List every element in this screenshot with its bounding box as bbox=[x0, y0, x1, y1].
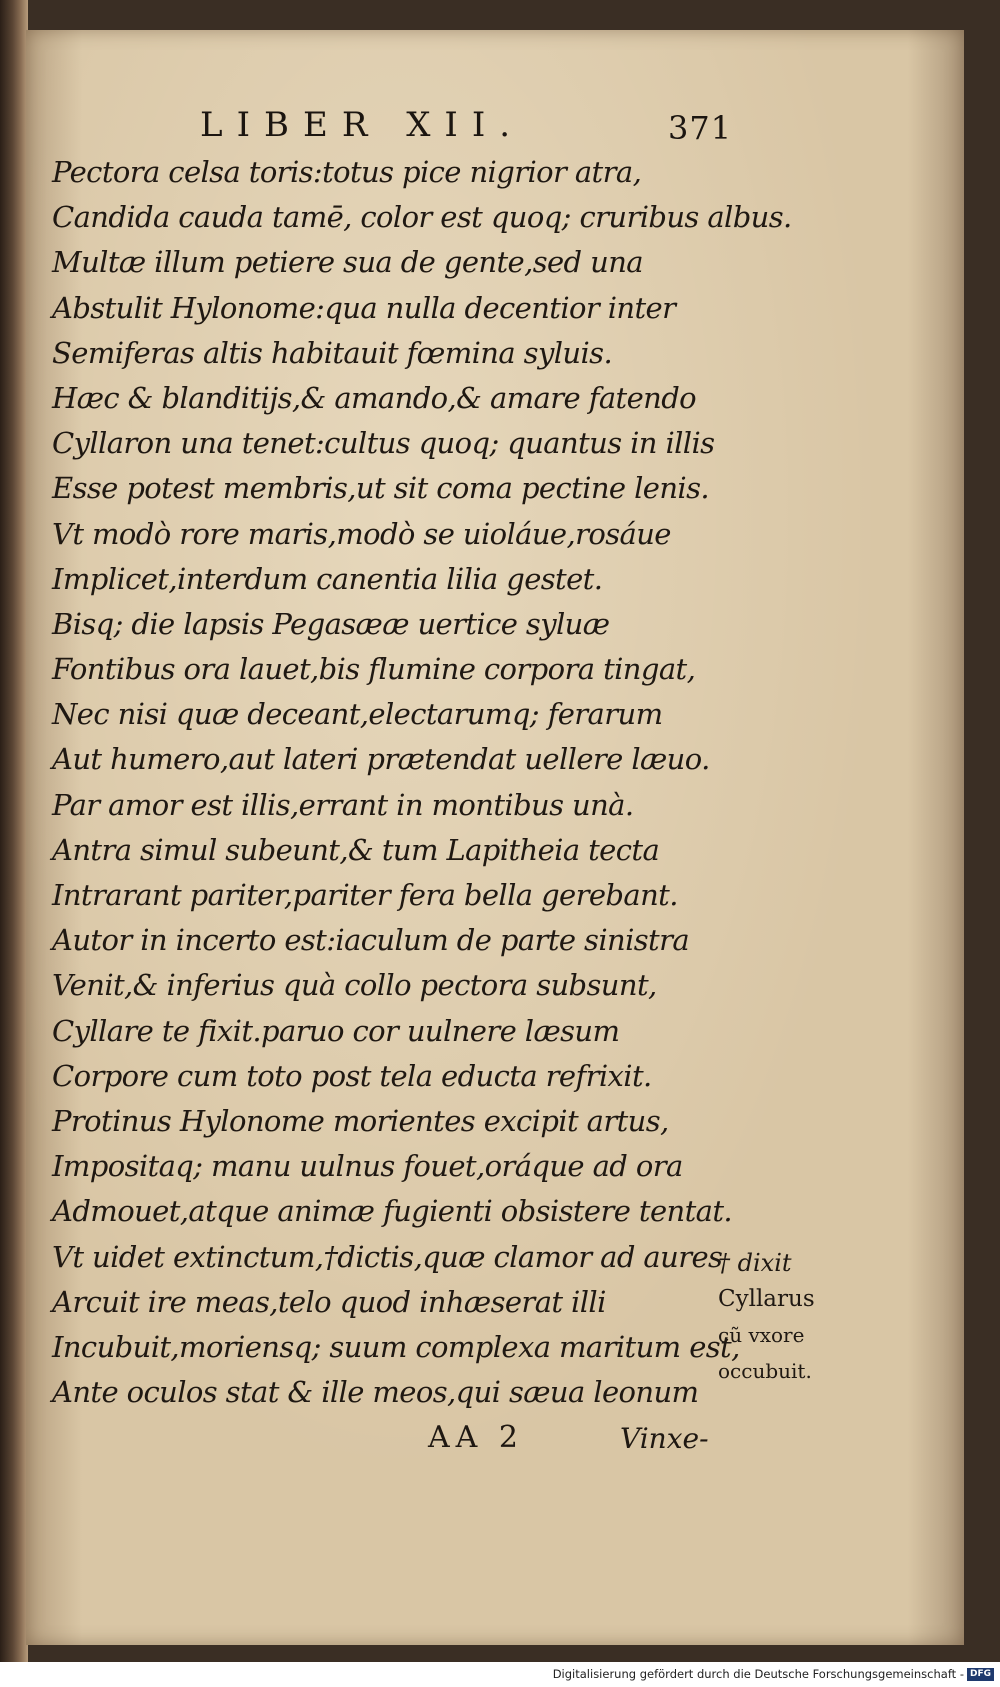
verse-line: Nec nisi quæ deceant,electarumq; ferarum bbox=[52, 697, 663, 732]
verse-line: Venit,& inferius quà collo pectora subsunt, bbox=[52, 968, 657, 1003]
margin-note-line: Cyllarus bbox=[718, 1286, 815, 1312]
verse-line: Pectora celsa toris:totus pice nigrior atra, bbox=[52, 155, 642, 189]
margin-note bbox=[718, 1245, 868, 1389]
margin-note-line: † dixit bbox=[718, 1249, 792, 1277]
verse-line: Autor in incerto est:iaculum de parte sinistra bbox=[52, 923, 690, 958]
book-spine bbox=[0, 0, 28, 1662]
page-header bbox=[0, 105, 1000, 145]
verse-line: Fontibus ora lauet,bis flumine corpora tingat, bbox=[52, 652, 696, 687]
signature-mark: AA 2 bbox=[428, 1420, 524, 1455]
catchword: Vinxe- bbox=[620, 1422, 709, 1455]
verse-line: Par amor est illis,errant in montibus unà. bbox=[52, 787, 634, 822]
verse-line: Antra simul subeunt,& tum Lapitheia tecta bbox=[52, 832, 660, 867]
verse-line: Intrarant pariter,pariter fera bella gerebant. bbox=[52, 878, 678, 912]
verse-line: Vt uidet extinctum,†dictis,quæ clamor ad aures bbox=[52, 1239, 723, 1274]
verse-line: Corpore cum toto post tela educta refrixit. bbox=[52, 1058, 652, 1093]
credit-text: Digitalisierung gefördert durch die Deutsche Forschungsgemeinschaft - bbox=[552, 1667, 964, 1681]
verse-line: Implicet,interdum canentia lilia gestet. bbox=[52, 561, 603, 596]
verse-line: Protinus Hylonome morientes excipit artus, bbox=[52, 1103, 669, 1138]
verse-line: Hæc & blanditijs,& amando,& amare fatendo bbox=[52, 380, 697, 415]
running-head: LIBER XII. bbox=[200, 105, 525, 145]
dfg-logo-icon: DFG bbox=[967, 1668, 994, 1681]
margin-note-line: occubuit. bbox=[718, 1359, 812, 1383]
verse-line: Cyllaron una tenet:cultus quoq; quantus in illis bbox=[52, 426, 715, 461]
digitization-credit bbox=[553, 1663, 994, 1685]
verse-line: Ante oculos stat & ille meos,qui sæua leonum bbox=[52, 1375, 699, 1410]
verse-line: Cyllare te fixit.paruo cor uulnere læsum bbox=[52, 1013, 620, 1048]
verse-line: Incubuit,moriensq; suum complexa maritum est, bbox=[52, 1329, 740, 1364]
verse-line: Aut humero,aut lateri prætendat uellere læuo. bbox=[52, 742, 710, 777]
margin-note-line: cũ vxore bbox=[718, 1323, 805, 1347]
verse-line: Admouet,atque animæ fugienti obsistere tentat. bbox=[52, 1194, 733, 1229]
verse-line: Candida cauda tamē, color est quoq; cruribus albus. bbox=[52, 200, 792, 235]
verse-line: Arcuit ire meas,telo quod inhæserat illi bbox=[52, 1284, 606, 1319]
verse-line: Vt modò rore maris,modò se uioláue,rosáue bbox=[52, 516, 671, 551]
verse-line: Semiferas altis habitauit fœmina syluis. bbox=[52, 335, 613, 370]
page-footer bbox=[0, 1420, 1000, 1460]
verse-line: Multæ illum petiere sua de gente,sed una bbox=[52, 245, 643, 280]
page-number: 371 bbox=[668, 109, 733, 147]
verse-line: Esse potest membris,ut sit coma pectine lenis. bbox=[52, 471, 710, 506]
verse-line: Impositaq; manu uulnus fouet,oráque ad ora bbox=[52, 1149, 683, 1184]
verse-line: Abstulit Hylonome:qua nulla decentior inter bbox=[52, 290, 676, 325]
verse-line: Bisq; die lapsis Pegasææ uertice syluæ bbox=[52, 606, 610, 641]
